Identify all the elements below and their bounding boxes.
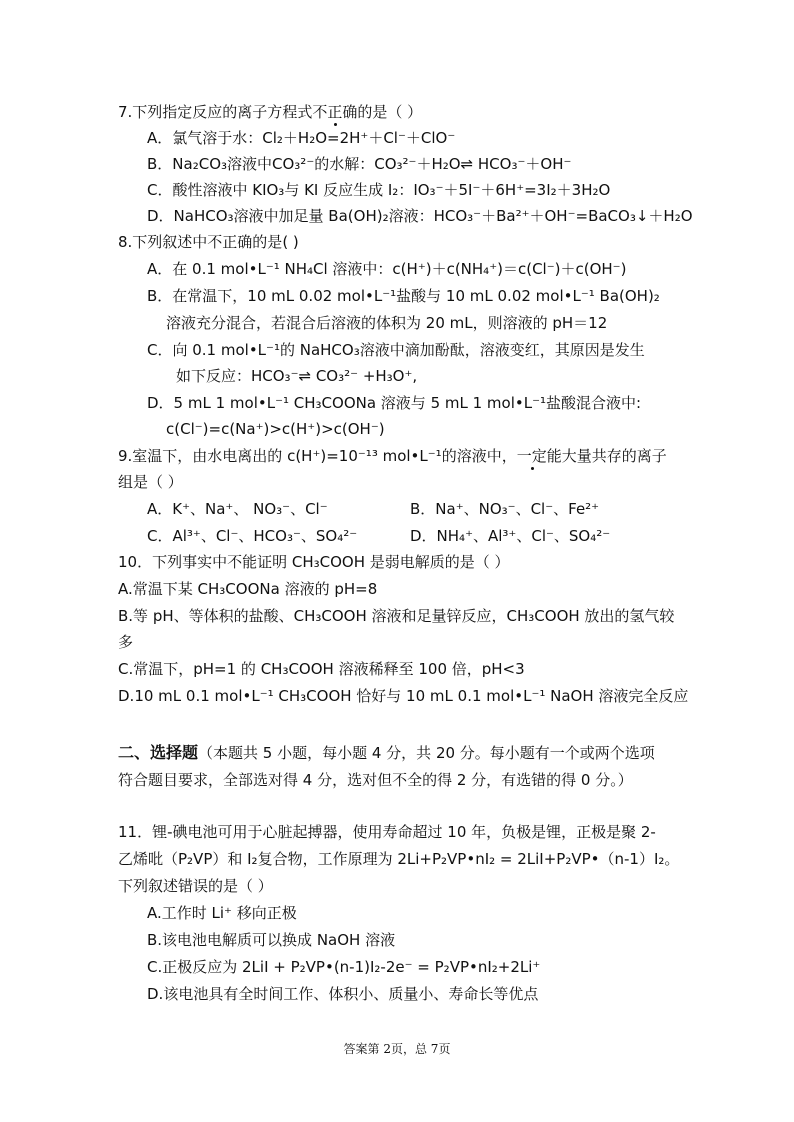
section2-description-line2: 符合题目要求，全部选对得 4 分，选对但不全的得 2 分，有选错的得 0 分。） <box>118 771 633 789</box>
q8-option-b-line1: B．在常温下，10 mL 0.02 mol•L⁻¹盐酸与 10 mL 0.02 mol•L⁻¹ Ba(OH)₂ <box>147 287 660 305</box>
q11-option-a: A.工作时 Li⁺ 移向正极 <box>147 904 297 922</box>
q9-option-c: C．Al³⁺、Cl⁻、HCO₃⁻、SO₄²⁻ <box>147 527 358 545</box>
q10-option-a: A.常温下某 CH₃COONa 溶液的 pH=8 <box>118 580 378 598</box>
q9-stem-line2: 组是（ ） <box>118 473 183 491</box>
q7-stem-emphasis: 不正确 <box>312 103 358 121</box>
q7-option-b: B．Na₂CO₃溶液中CO₃²⁻的水解：CO₃²⁻＋H₂O⇌ HCO₃⁻＋OH⁻ <box>147 155 572 173</box>
q8-option-c-line2: 如下反应：HCO₃⁻⇌ CO₃²⁻ +H₃O⁺, <box>176 367 418 385</box>
q10-option-b-line1: B.等 pH、等体积的盐酸、CH₃COOH 溶液和足量锌反应，CH₃COOH 放出的氢气较 <box>118 607 675 625</box>
q11-option-b: B.该电池电解质可以换成 NaOH 溶液 <box>147 931 396 949</box>
q9-option-d: D．NH₄⁺、Al³⁺、Cl⁻、SO₄²⁻ <box>410 527 611 545</box>
q9-option-a: A．K⁺、Na⁺、 NO₃⁻、Cl⁻ <box>147 500 328 518</box>
q8-option-d-line2: c(Cl⁻)=c(Na⁺)>c(H⁺)>c(OH⁻) <box>166 420 385 438</box>
q7-option-d: D．NaHCO₃溶液中加足量 Ba(OH)₂溶液：HCO₃⁻＋Ba²⁺＋OH⁻=BaCO₃↓＋H₂O <box>147 207 693 225</box>
q7-stem: 7.下列指定反应的离子方程式不正确的是（ ） <box>118 103 423 121</box>
q11-option-c: C.正极反应为 2LiI + P₂VP•(n-1)I₂-2e⁻ = P₂VP•nI₂+2Li⁺ <box>147 958 541 976</box>
q8-option-a: A．在 0.1 mol•L⁻¹ NH₄Cl 溶液中：c(H⁺)＋c(NH₄⁺)＝c(Cl⁻)＋c(OH⁻) <box>147 260 627 278</box>
q9-option-b: B．Na⁺、NO₃⁻、Cl⁻、Fe²⁺ <box>410 500 600 518</box>
q9-stem-line1: 9.室温下，由水电离出的 c(H⁺)=10⁻¹³ mol•L⁻¹的溶液中，一定能大量共存的离子 <box>118 447 667 465</box>
q7-option-c: C．酸性溶液中 KIO₃与 KI 反应生成 I₂：IO₃⁻＋5I⁻＋6H⁺=3I₂＋3H₂O <box>147 181 611 199</box>
q11-stem-line1: 11．锂-碘电池可用于心脏起搏器，使用寿命超过 10 年，负极是锂，正极是聚 2- <box>118 823 656 841</box>
section2-title: 二、选择题 <box>118 743 199 762</box>
q10-option-b-line2: 多 <box>118 633 134 651</box>
q8-option-d-line1: D．5 mL 1 mol•L⁻¹ CH₃COONa 溶液与 5 mL 1 mol•L⁻¹盐酸混合液中: <box>147 394 642 412</box>
q8-stem: 8.下列叙述中不正确的是( ) <box>118 233 299 251</box>
q11-stem-line3: 下列叙述错误的是（ ） <box>118 877 273 895</box>
section2-heading <box>118 743 655 763</box>
q11-option-d: D.该电池具有全时间工作、体积小、质量小、寿命长等优点 <box>147 985 539 1003</box>
q10-option-d: D.10 mL 0.1 mol•L⁻¹ CH₃COOH 恰好与 10 mL 0.1 mol•L⁻¹ NaOH 溶液完全反应 <box>118 687 689 705</box>
q7-option-a: A．氯气溶于水：Cl₂＋H₂O=2H⁺＋Cl⁻＋ClO⁻ <box>147 129 456 147</box>
q10-option-c: C.常温下，pH=1 的 CH₃COOH 溶液稀释至 100 倍，pH<3 <box>118 660 525 678</box>
q8-option-c-line1: C．向 0.1 mol•L⁻¹的 NaHCO₃溶液中滴加酚酞，溶液变红，其原因是发生 <box>147 341 645 359</box>
q11-stem-line2: 乙烯吡（P₂VP）和 I₂复合物，工作原理为 2Li+P₂VP•nI₂ = 2LiI+P₂VP•（n-1）I₂。 <box>118 850 680 868</box>
section2-description-line1: （本题共 5 小题，每小题 4 分，共 20 分。每小题有一个或两个选项 <box>198 744 655 762</box>
q8-option-b-line2: 溶液充分混合，若混合后溶液的体积为 20 mL，则溶液的 pH＝12 <box>166 314 608 332</box>
q10-stem: 10．下列事实中不能证明 CH₃COOH 是弱电解质的是（ ） <box>118 553 510 571</box>
page-footer: 答案第 2页，总 7页 <box>343 1042 451 1056</box>
q9-stem-emphasis: 一定 <box>516 447 547 465</box>
